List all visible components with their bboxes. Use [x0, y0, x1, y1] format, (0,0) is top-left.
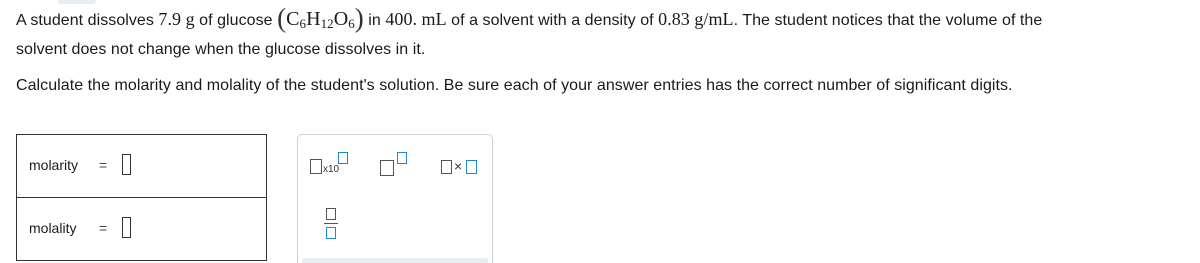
density-unit: g/mL — [694, 9, 734, 29]
volume-unit: mL — [421, 9, 447, 29]
volume-value: 400. — [385, 9, 418, 29]
denominator-box-icon — [326, 227, 336, 239]
exponent-box-icon — [338, 152, 348, 164]
formula-open-paren: ( — [277, 3, 287, 33]
mass-unit: g — [185, 9, 195, 29]
palette-footer-bar — [302, 258, 488, 263]
equals-sign: = — [99, 157, 108, 173]
molality-input[interactable] — [122, 217, 131, 238]
fraction-bar-icon — [324, 223, 338, 224]
base-box-icon — [380, 160, 394, 176]
x10-label: x10 — [323, 164, 340, 175]
superscript-box-icon — [397, 152, 407, 164]
molarity-label: molarity — [29, 157, 79, 173]
multiply-button[interactable] — [441, 158, 485, 176]
scientific-notation-button[interactable] — [310, 152, 350, 176]
molality-label: molality — [29, 220, 77, 236]
question-text: of a solvent with a density of — [446, 12, 659, 29]
glucose-formula: $C_6H_{12}O_6$ — [286, 8, 355, 31]
answer-table — [16, 134, 267, 261]
molarity-input[interactable] — [122, 154, 131, 175]
question-text: of glucose — [194, 12, 278, 29]
math-palette — [297, 134, 493, 263]
molality-row — [17, 198, 266, 260]
instructions-line: Calculate the molarity and molality of the student's solution. Be sure each of your answer entries has the correct number of significant digits. — [16, 77, 1013, 94]
base-box-icon — [310, 159, 322, 174]
right-box-icon — [466, 160, 477, 174]
question-text: in — [363, 12, 386, 29]
question-line-1 — [16, 3, 1043, 33]
question-text: . The student notices that the volume of the — [733, 12, 1043, 29]
question-line-2: solvent does not change when the glucose dissolves in it. — [16, 41, 426, 58]
fraction-button[interactable] — [322, 208, 340, 240]
equals-sign: = — [99, 220, 108, 236]
question-text: A student dissolves — [16, 12, 159, 29]
numerator-box-icon — [326, 208, 336, 220]
formula-close-paren: ) — [354, 3, 364, 33]
density-value: 0.83 — [658, 9, 690, 29]
times-icon: × — [454, 158, 463, 174]
superscript-button[interactable] — [380, 152, 410, 176]
mass-value: 7.9 — [158, 9, 182, 29]
molarity-row — [17, 135, 266, 198]
top-tab-indicator — [58, 0, 96, 4]
left-box-icon — [441, 160, 452, 174]
